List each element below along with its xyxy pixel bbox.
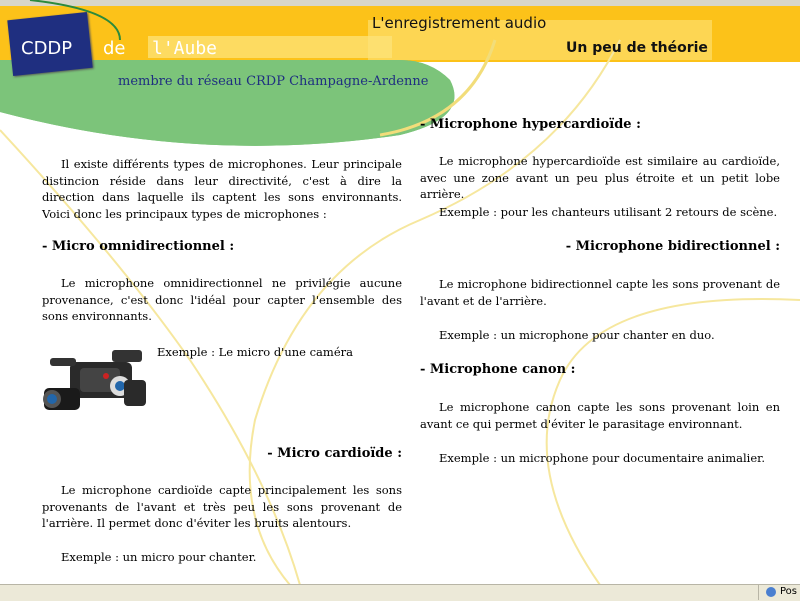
cardio-heading: - Micro cardioïde : bbox=[267, 446, 402, 461]
canon-title bbox=[420, 362, 780, 379]
omni-heading: - Micro omnidirectionnel : bbox=[42, 239, 235, 254]
intro-text: Il existe différents types de microphones. Leur principale distincion réside dans leur directivité, c'est à dire la direction dans laquelle ils captent les sons environnants. Voici donc les principaux types de microphones : bbox=[42, 157, 402, 221]
hyper-example: Exemple : pour les chanteurs utilisant 2 retours de scène. bbox=[439, 205, 778, 219]
bidir-example-wrap bbox=[420, 327, 780, 344]
omni-title bbox=[42, 239, 402, 256]
hyper-example-wrap bbox=[420, 204, 780, 221]
bidir-example: Exemple : un microphone pour chanter en duo. bbox=[439, 328, 715, 342]
hyper-heading: - Microphone hypercardioïde : bbox=[420, 117, 641, 132]
bidir-section bbox=[420, 276, 780, 309]
canon-section bbox=[420, 399, 780, 432]
cardio-section bbox=[42, 482, 402, 532]
cardio-title bbox=[42, 446, 402, 463]
globe-icon bbox=[766, 587, 776, 597]
bidir-heading: - Microphone bidirectionnel : bbox=[565, 239, 780, 254]
bidir-title bbox=[420, 239, 780, 256]
omni-text: Le microphone omnidirectionnel ne privilégie aucune provenance, c'est donc l'idéal pour capter l'ensemble des sons environnants. bbox=[42, 276, 402, 323]
cardio-example: Exemple : un micro pour chanter. bbox=[61, 550, 257, 564]
page-subtitle: Un peu de théorie bbox=[566, 40, 708, 56]
cardio-example-wrap bbox=[42, 549, 402, 566]
camera-icon bbox=[40, 340, 152, 422]
logo-cddp: CDDP bbox=[21, 38, 73, 59]
bidir-text: Le microphone bidirectionnel capte les sons provenant de l'avant et de l'arrière. bbox=[420, 277, 780, 308]
canon-example: Exemple : un microphone pour documentaire animalier. bbox=[439, 451, 766, 465]
canon-text: Le microphone canon capte les sons provenant loin en avant ce qui permet d'éviter le parasitage environnant. bbox=[420, 400, 780, 431]
canon-example-wrap bbox=[420, 450, 780, 467]
hyper-title bbox=[420, 117, 780, 134]
logo-de: de bbox=[103, 38, 126, 59]
canon-heading: - Microphone canon : bbox=[420, 362, 576, 377]
status-label: Pos bbox=[780, 586, 798, 597]
page-title: L'enregistrement audio bbox=[372, 14, 547, 32]
browser-status-bar bbox=[0, 584, 800, 601]
left-column bbox=[42, 156, 402, 222]
status-zone[interactable] bbox=[758, 584, 800, 600]
omni-section bbox=[42, 275, 402, 325]
omni-example: Exemple : Le micro d'une caméra bbox=[157, 345, 353, 359]
logo-aube: l'Aube bbox=[152, 38, 218, 59]
network-label: membre du réseau CRDP Champagne-Ardenne bbox=[118, 74, 429, 89]
cardio-text: Le microphone cardioïde capte principalement les sons provenants de l'avant et très peu les sons provenant de l'arrière. Il permet donc d'éviter les bruits alentours. bbox=[42, 483, 402, 530]
hyper-section bbox=[420, 153, 780, 203]
omni-example-wrap bbox=[157, 344, 402, 361]
hyper-text: Le microphone hypercardioïde est similaire au cardioïde, avec une zone avant un peu plus étroite et un petit lobe arrière. bbox=[420, 154, 780, 201]
